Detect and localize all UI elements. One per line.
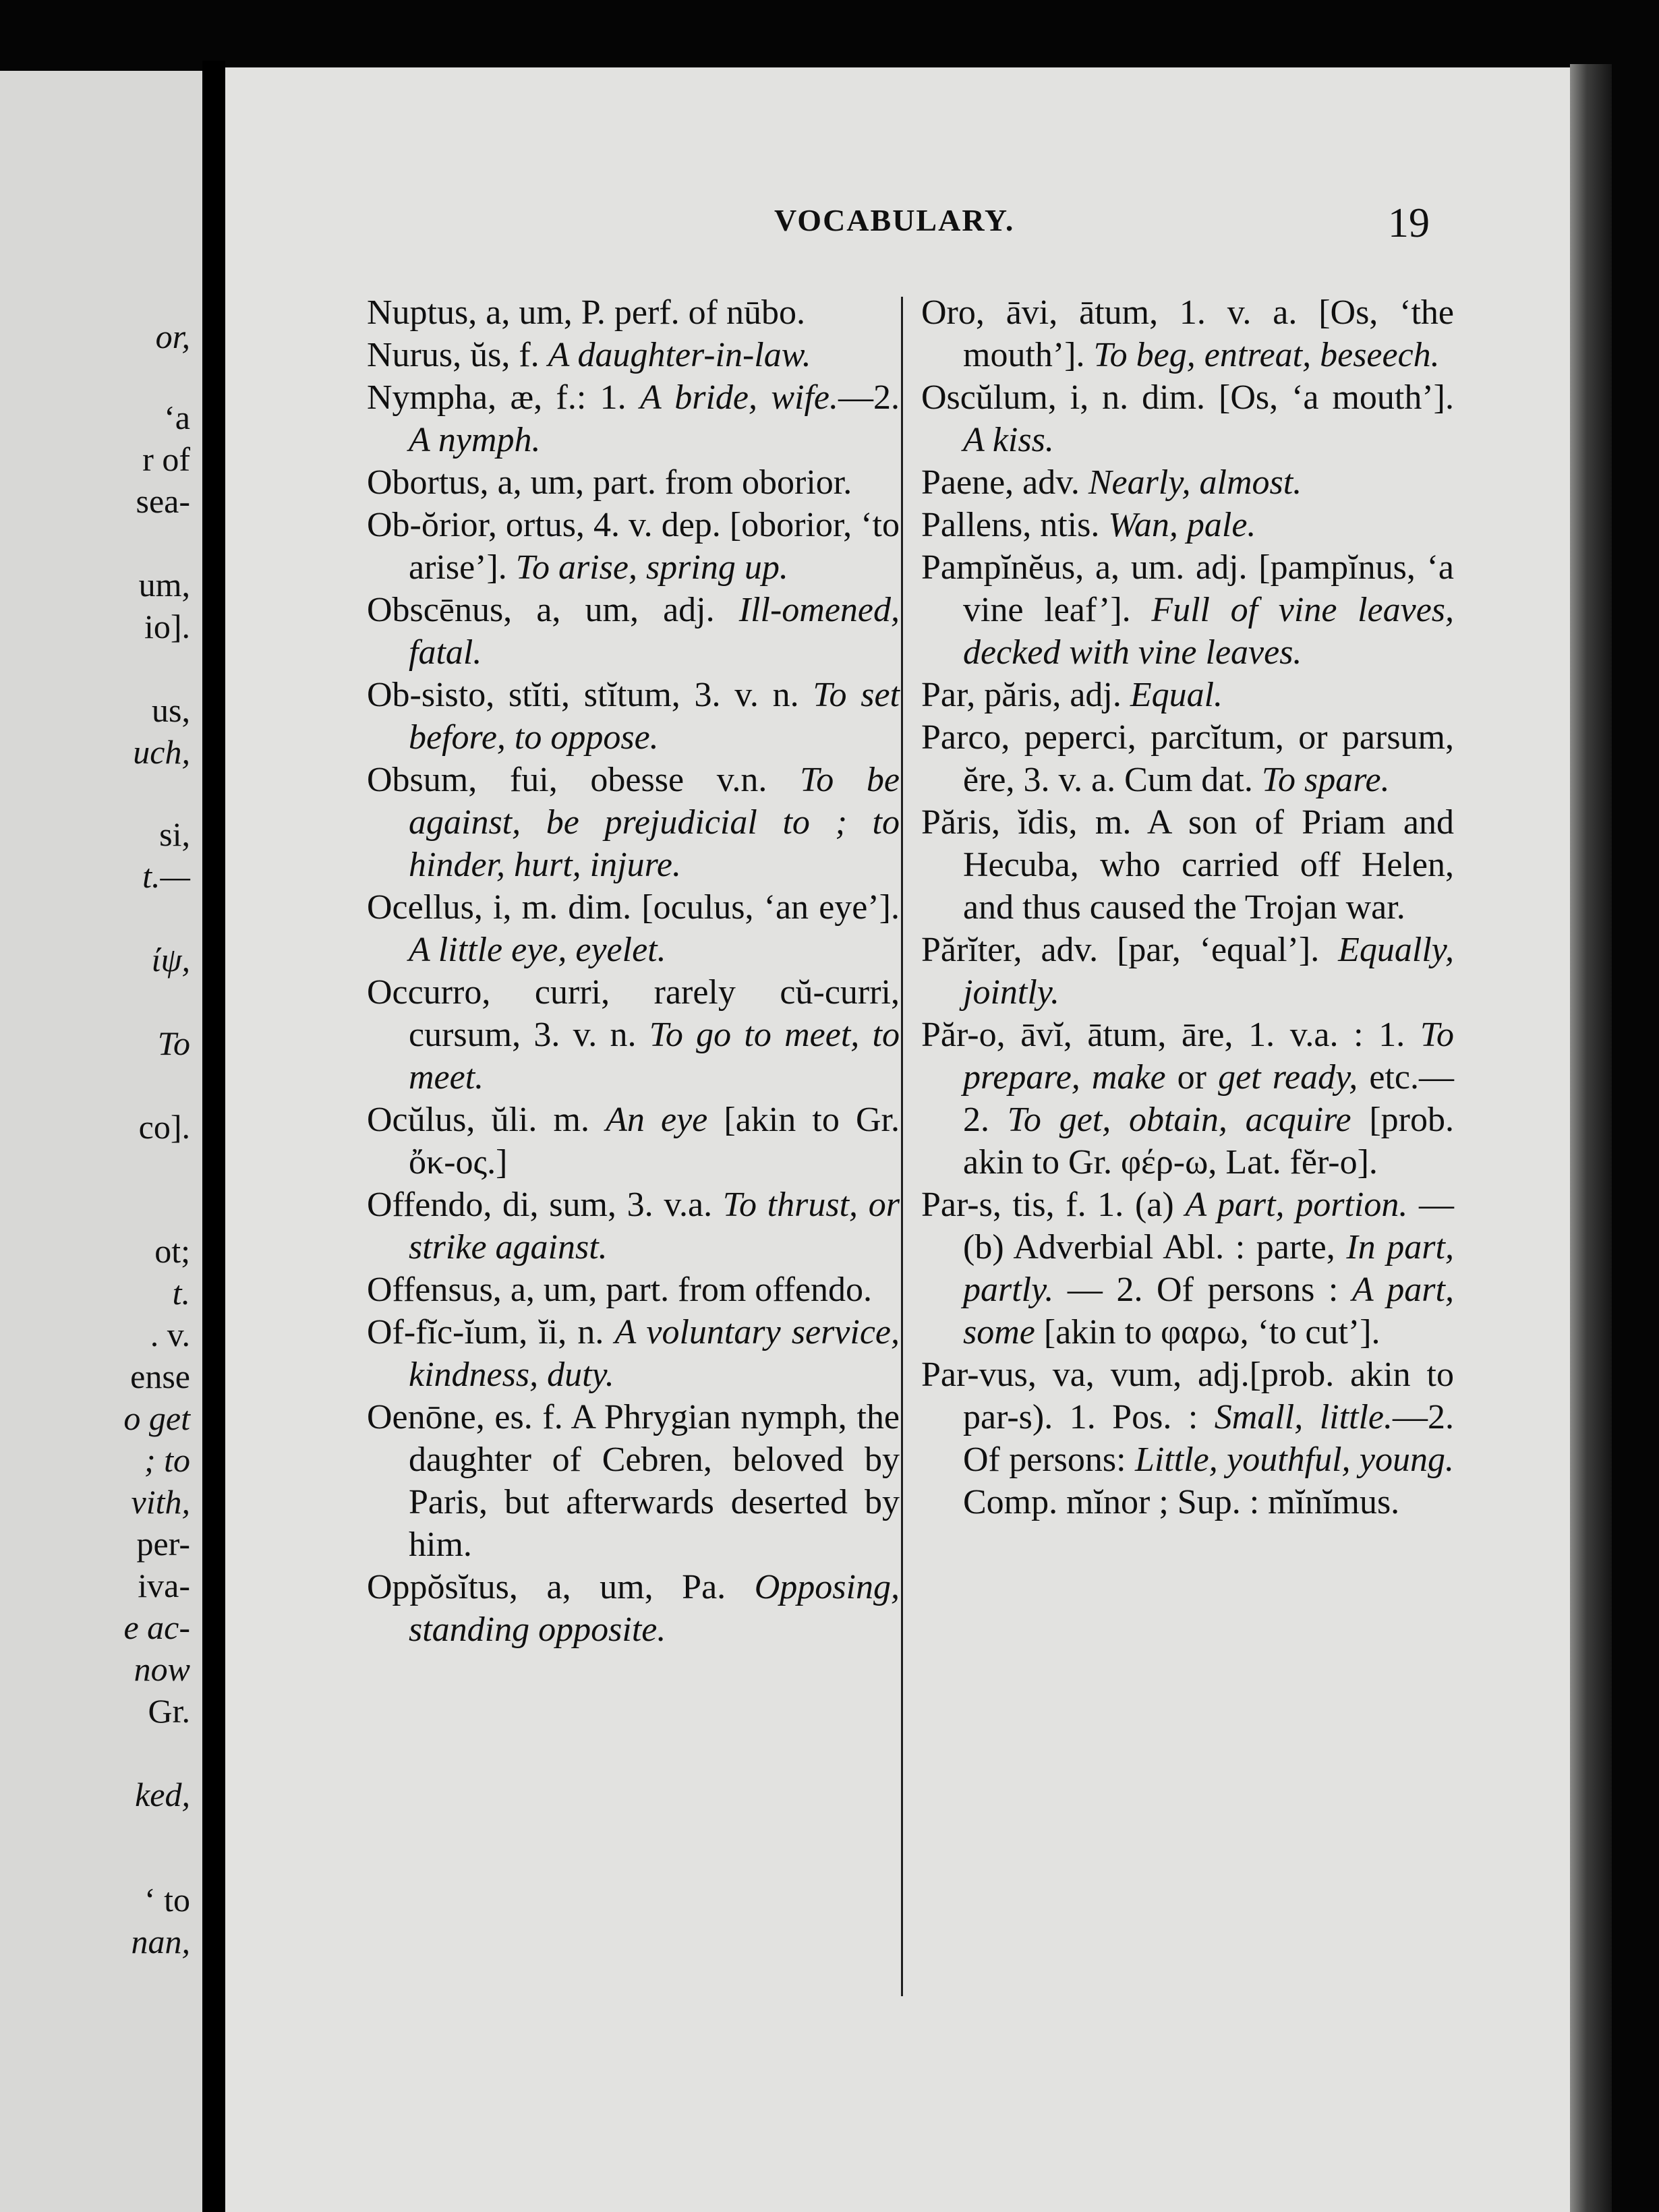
entry-grammar: a, um, P. perf. of nūbo.: [477, 293, 805, 332]
dictionary-entry: [921, 504, 1454, 546]
entry-definition: To go to meet, to meet.: [409, 1016, 900, 1097]
previous-page-text: ίψ,: [151, 941, 190, 979]
entry-grammar: ortus, 4. v. dep. [oborior, ‘to arise’].: [409, 506, 900, 587]
dictionary-entry: [921, 674, 1454, 716]
dictionary-entry: [367, 334, 900, 376]
entry-definition: A part, portion.: [1185, 1186, 1408, 1224]
previous-page-text: To: [157, 1024, 190, 1062]
previous-page-text: Gr.: [148, 1692, 190, 1730]
dictionary-entry: [367, 1396, 900, 1566]
entry-definition: A part, some: [963, 1271, 1454, 1351]
previous-page-text: per-: [136, 1525, 190, 1563]
entry-grammar: a, um, Pa.: [517, 1568, 755, 1606]
previous-page-text: iva-: [138, 1567, 190, 1604]
entry-headword: Păris,: [921, 803, 1000, 842]
entry-definition: A little eye, eyelet.: [409, 931, 666, 969]
dictionary-entry: [367, 759, 900, 886]
page-edge-shadow: [1570, 64, 1612, 2212]
previous-page-text: us,: [152, 691, 190, 729]
entry-definition: Equally, jointly.: [963, 931, 1454, 1012]
entry-headword: Nurus,: [367, 336, 462, 374]
previous-page-text: now: [134, 1650, 190, 1688]
dictionary-entry: [367, 1269, 900, 1311]
entry-grammar: ŭli. m.: [475, 1101, 606, 1139]
previous-page-text: ked,: [135, 1776, 190, 1813]
entry-grammar: āvĭ, ātum, āre, 1. v.a. : 1.: [1005, 1016, 1420, 1054]
entry-definition: To beg, entreat, beseech.: [1093, 336, 1440, 374]
entry-grammar: curri, rarely cŭ-curri, cursum, 3. v. n.: [409, 973, 900, 1054]
entry-grammar: —2.: [838, 378, 900, 417]
dictionary-entry: [367, 1184, 900, 1269]
entry-grammar: peperci, parcĭtum, or parsum, ĕre, 3. v. a. Cum dat.: [963, 718, 1454, 799]
entry-definition: Little, youthful, young.: [1134, 1440, 1455, 1479]
dictionary-entry: [921, 1014, 1454, 1184]
previous-page-text: . v.: [150, 1316, 190, 1354]
entry-grammar: or: [1165, 1058, 1219, 1097]
right-column: [921, 291, 1454, 1523]
entry-definition: Opposing, standing opposite.: [409, 1568, 900, 1649]
entry-definition: Equal.: [1130, 676, 1223, 714]
entry-grammar: ĭdis, m. A son of Priam and Hecuba, who carried off Helen, and thus caused the Trojan war.: [963, 803, 1454, 927]
dictionary-entry: [367, 1566, 900, 1651]
previous-page-text: uch,: [133, 733, 190, 771]
previous-page-text: si,: [159, 815, 190, 853]
dictionary-entry: [367, 589, 900, 674]
entry-headword: Par,: [921, 676, 976, 714]
entry-headword: Oro,: [921, 293, 985, 332]
previous-page-text: ‘a: [164, 399, 190, 436]
entry-headword: Ob-ŏrior,: [367, 506, 497, 544]
entry-grammar: adv. [par, ‘equal’].: [1022, 931, 1339, 969]
entry-headword: Paene,: [921, 463, 1014, 502]
entry-grammar: a, um, part. from offendo.: [501, 1271, 873, 1309]
previous-page-text: t.: [172, 1274, 190, 1312]
entry-headword: Obscēnus,: [367, 591, 513, 629]
entry-headword: Parco,: [921, 718, 1010, 757]
previous-page-text: io].: [144, 608, 190, 645]
entry-definition: To arise, spring up.: [515, 548, 788, 587]
entry-headword: Nuptus,: [367, 293, 477, 332]
entry-grammar: a, um, adj.: [512, 591, 739, 629]
running-head: VOCABULARY.: [774, 203, 1015, 237]
previous-page-text: co].: [138, 1108, 190, 1146]
entry-definition: To be against, be prejudicial to ; to hinder, hurt, injure.: [409, 761, 900, 884]
entry-headword: Occurro,: [367, 973, 491, 1012]
entry-headword: Of-fĭc-ĭum,: [367, 1313, 528, 1351]
entry-headword: Pampĭnĕus,: [921, 548, 1084, 587]
entry-headword: Oscŭlum,: [921, 378, 1057, 417]
previous-page-text: vith,: [131, 1483, 190, 1521]
entry-grammar: — 2. Of persons :: [1053, 1271, 1352, 1309]
entry-grammar: stĭti, stĭtum, 3. v. n.: [494, 676, 813, 714]
column-divider: [901, 297, 903, 1996]
previous-page-text: nan,: [131, 1923, 190, 1960]
page-number: 19: [1388, 200, 1430, 246]
dictionary-entry: [921, 801, 1454, 929]
entry-grammar: adv.: [1014, 463, 1088, 502]
entry-grammar: va, vum, adj.[prob. akin to par-s). 1. Pos. :: [963, 1356, 1454, 1436]
dictionary-entry: [921, 1354, 1454, 1523]
previous-page-text: r of: [142, 440, 190, 478]
previous-page-text: sea-: [136, 482, 190, 520]
dictionary-entry: [921, 376, 1454, 461]
entry-grammar: di, sum, 3. v.a.: [492, 1186, 723, 1224]
entry-headword: Obortus,: [367, 463, 489, 502]
dictionary-entry: [367, 1099, 900, 1184]
dictionary-entry: [921, 461, 1454, 504]
previous-page-text: or,: [155, 318, 190, 355]
entry-grammar: fui, obesse v.n.: [477, 761, 801, 799]
entry-headword: Oenōne,: [367, 1398, 485, 1436]
previous-page-text: o get: [123, 1399, 190, 1437]
entry-grammar: [akin to Gr. ὄκ-ος.]: [409, 1101, 900, 1182]
entry-definition: A kiss.: [963, 421, 1054, 459]
entry-grammar: [prob. akin to Gr. φέρ-ω, Lat. fĕr-o].: [963, 1101, 1455, 1182]
previous-page-text: t.—: [142, 857, 190, 895]
dictionary-entry: [367, 504, 900, 589]
dictionary-entry: [367, 971, 900, 1099]
entry-definition: A nymph.: [409, 421, 541, 459]
previous-page-fragment: [0, 71, 202, 2212]
entry-definition: An eye: [606, 1101, 708, 1139]
left-column: [367, 291, 900, 1651]
dictionary-entry: [367, 886, 900, 971]
entry-grammar: etc.—2.: [963, 1058, 1454, 1139]
entry-grammar: ĭi, n.: [527, 1313, 615, 1351]
previous-page-text: ; to: [144, 1441, 190, 1479]
entry-definition: To get, obtain, acquire: [1007, 1101, 1351, 1139]
entry-headword: Ocŭlus,: [367, 1101, 475, 1139]
entry-definition: Small, little.: [1214, 1398, 1393, 1436]
entry-headword: Ocellus,: [367, 888, 483, 927]
entry-grammar: Comp. mĭnor ; Sup. : mĭnĭmus.: [963, 1483, 1400, 1521]
entry-definition: To thrust, or strike against.: [409, 1186, 900, 1267]
entry-definition: A voluntary service, kindness, duty.: [409, 1313, 900, 1394]
entry-grammar: [akin to φαρω, ‘to cut’].: [1035, 1313, 1380, 1351]
previous-page-text: e ac-: [123, 1608, 190, 1646]
entry-grammar: a, um, part. from oborior.: [488, 463, 852, 502]
dictionary-entry: [921, 291, 1454, 376]
entry-headword: Par-vus,: [921, 1356, 1037, 1394]
dictionary-entry: [367, 674, 900, 759]
previous-page-text: ‘ to: [144, 1881, 190, 1919]
entry-definition: Wan, pale.: [1108, 506, 1256, 544]
dictionary-entry: [921, 929, 1454, 1014]
entry-grammar: a, um. adj. [pampĭnus, ‘a vine leaf’].: [963, 548, 1454, 629]
entry-definition: To spare.: [1261, 761, 1390, 799]
book-gutter: [202, 61, 225, 2212]
dictionary-entry: [921, 716, 1454, 801]
entry-grammar: păris, adj.: [975, 676, 1130, 714]
entry-definition: In part, partly.: [963, 1228, 1454, 1309]
entry-grammar: — (b) Adverbial Abl. : parte,: [963, 1186, 1454, 1267]
entry-grammar: æ, f.: 1.: [496, 378, 641, 417]
entry-definition: To prepare, make: [963, 1016, 1454, 1097]
entry-headword: Oppŏsĭtus,: [367, 1568, 518, 1606]
entry-grammar: es. f. A Phrygian nymph, the daughter of Cebren, beloved by Paris, but afterwards deserted by him.: [409, 1398, 900, 1564]
entry-headword: Pallens,: [921, 506, 1032, 544]
entry-grammar: ŭs, f.: [461, 336, 548, 374]
entry-headword: Par-s,: [921, 1186, 1001, 1224]
entry-headword: Offendo,: [367, 1186, 492, 1224]
dictionary-entry: [921, 1184, 1454, 1354]
entry-headword: Obsum,: [367, 761, 477, 799]
entry-definition: Full of vine leaves, decked with vine leaves.: [963, 591, 1455, 672]
previous-page-text: um,: [138, 566, 190, 604]
entry-definition: Ill-omened, fatal.: [409, 591, 900, 672]
entry-grammar: —2. Of persons:: [963, 1398, 1455, 1479]
entry-grammar: tis, f. 1. (a): [1001, 1186, 1186, 1224]
entry-grammar: ntis.: [1031, 506, 1109, 544]
entry-headword: Ob-sisto,: [367, 676, 495, 714]
dictionary-entry: [367, 291, 900, 334]
dictionary-entry: [367, 376, 900, 461]
entry-definition: A daughter-in-law.: [548, 336, 811, 374]
dictionary-entry: [367, 461, 900, 504]
entry-grammar: i, m. dim. [oculus, ‘an eye’].: [482, 888, 900, 927]
previous-page-text: ense: [130, 1358, 190, 1395]
entry-grammar: āvi, ātum, 1. v. a. [Os, ‘the mouth’].: [963, 293, 1454, 374]
entry-headword: Păr-o,: [921, 1016, 1006, 1054]
dictionary-entry: [367, 1311, 900, 1396]
dictionary-entry: [921, 546, 1454, 674]
entry-definition: A bride, wife.: [640, 378, 838, 417]
entry-headword: Offensus,: [367, 1271, 502, 1309]
entry-headword: Nympha,: [367, 378, 497, 417]
entry-headword: Părĭter,: [921, 931, 1022, 969]
entry-definition: To set before, to oppose.: [409, 676, 900, 757]
previous-page-text: ot;: [154, 1232, 190, 1270]
entry-grammar: i, n. dim. [Os, ‘a mouth’].: [1056, 378, 1454, 417]
entry-definition: get ready,: [1218, 1058, 1358, 1097]
entry-definition: Nearly, almost.: [1088, 463, 1302, 502]
